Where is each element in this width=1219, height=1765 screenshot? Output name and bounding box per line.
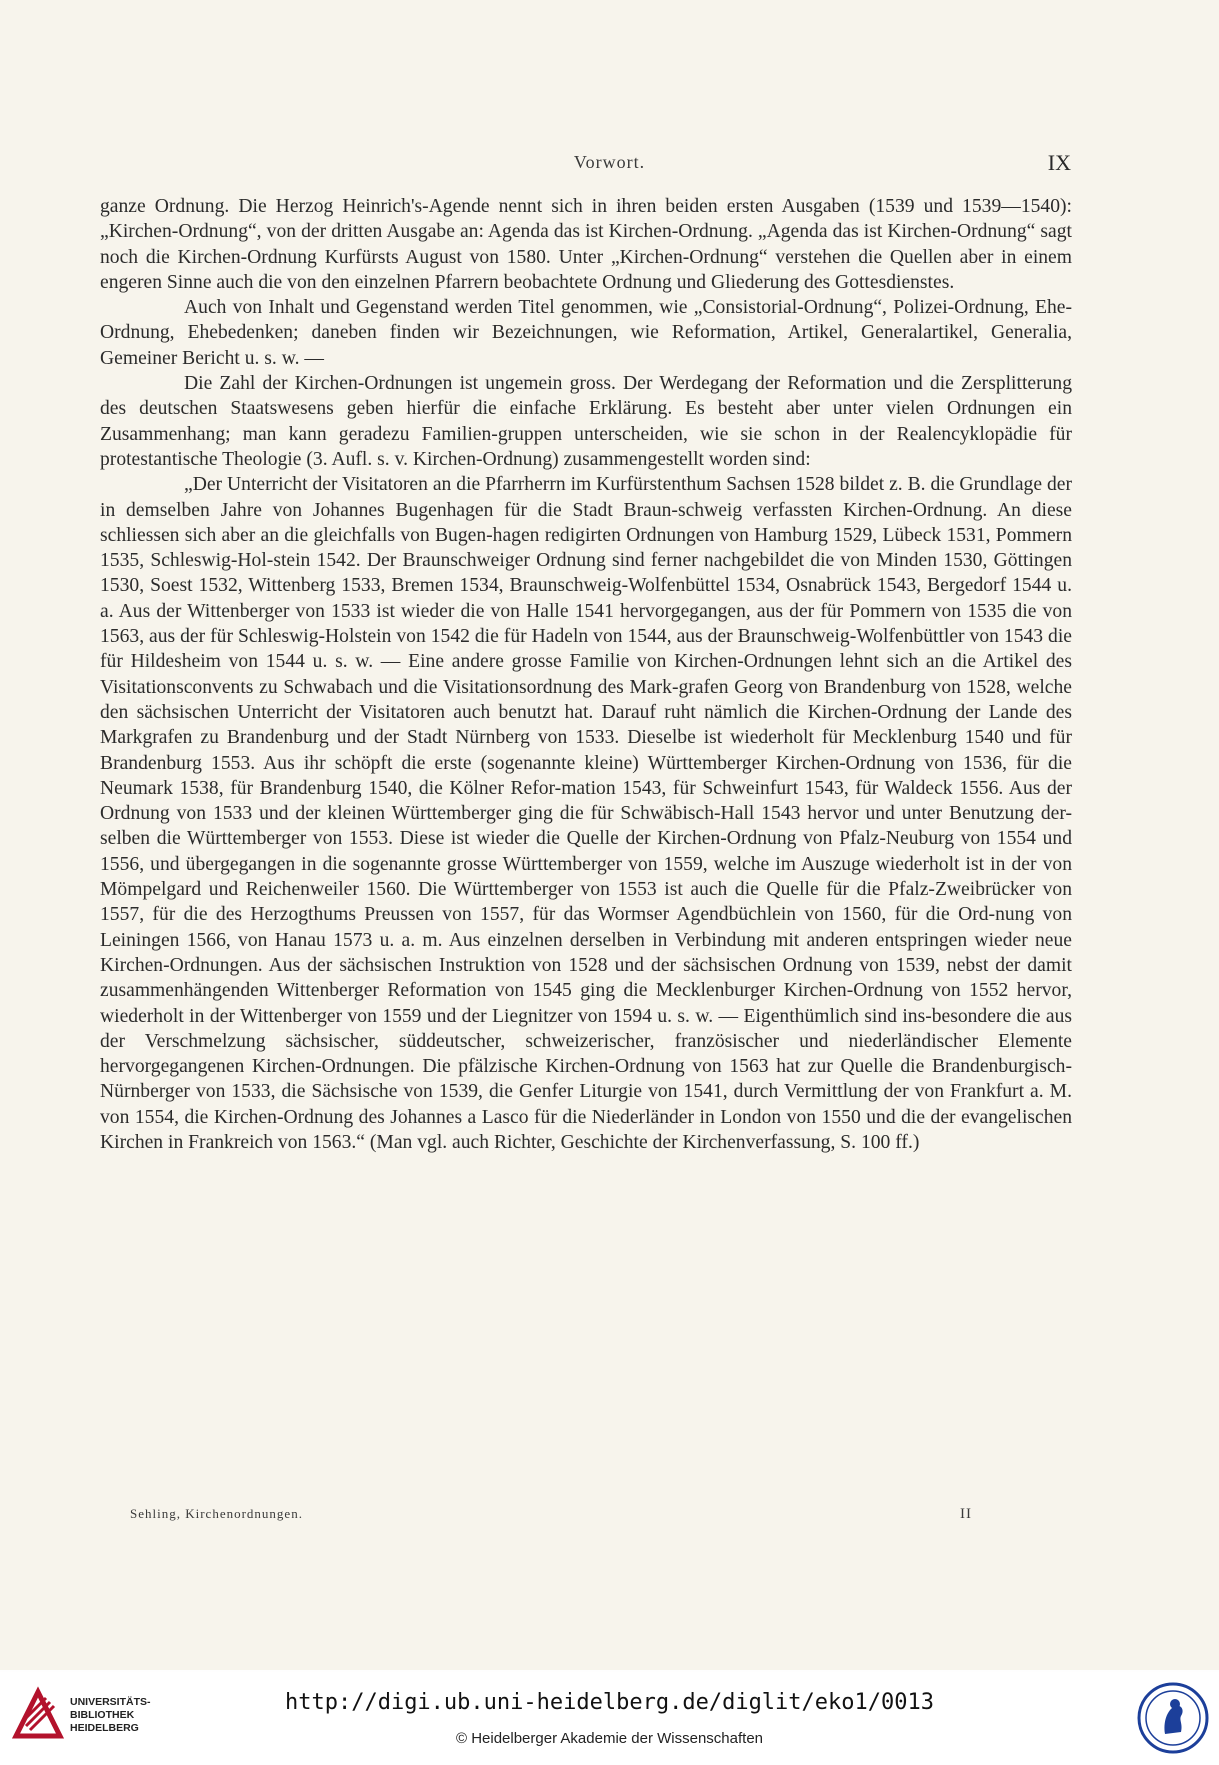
page-number: IX [1047, 150, 1071, 175]
permalink-url[interactable]: http://digi.ub.uni-heidelberg.de/diglit/eko1/0013 [284, 1690, 934, 1715]
paragraph: Die Zahl der Kirchen-Ordnungen ist ungemein gross. Der Werdegang der Reformation und die Zersplitterung des deutschen Staatswesens geben hierfür die einfache Erklärung. Es besteht aber unter vielen Ordnungen ein Zusammenhang; man kann geradezu Familien-gruppen unterscheiden, wie sie schon in der Realencyklopädie für protestantische Theologie (3. Aufl. s. v. Kirchen-Ordnung) zusammengestellt worden sind: [100, 373, 1072, 470]
digitization-bar [0, 1672, 1219, 1765]
paragraph: Auch von Inhalt und Gegenstand werden Titel genommen, wie „Consistorial-Ordnung“, Polizei-Ordnung, Ehe-Ordnung, Ehebedenken; daneben finden wir Bezeichnungen, wie Reformation, Artikel, Generalartikel, Generalia, Gemeiner Bericht u. s. w. — [100, 297, 1072, 369]
library-name-line: HEIDELBERG [70, 1722, 139, 1734]
body-text [100, 194, 1072, 1155]
paragraph: ganze Ordnung. Die Herzog Heinrich's-Agende nennt sich in ihren beiden ersten Ausgaben (1539 und 1539—1540): „Kirchen-Ordnung“, von der dritten Ausgabe an: Agenda das ist Kirchen-Ordnung. „Agenda das ist Kirchen-Ordnung“ sagt noch die Kirchen-Ordnung Kurfürsts August von 1580. Unter „Kirchen-Ordnung“ verstehen die Quellen aber in einem engeren Sinne auch die von den einzelnen Pfarrern beobachtete Ordnung und Gliederung des Gottesdienstes. [100, 196, 1072, 293]
copyright-notice: © Heidelberger Akademie der Wissenschaften [455, 1730, 764, 1747]
academy-seal-icon[interactable] [1137, 1682, 1209, 1754]
library-name-line: UNIVERSITÄTS- [70, 1696, 151, 1708]
footer-signature: II [960, 1506, 972, 1522]
running-title: Vorwort. [573, 152, 646, 172]
library-name-line: BIBLIOTHEK [70, 1709, 135, 1721]
paragraph: „Der Unterricht der Visitatoren an die Pfarrherrn im Kurfürstenthum Sachsen 1528 bildet z. B. die Grundlage der in demselben Jahre von Johannes Bugenhagen für die Stadt Braun-schweig verfassten Kirchen-Ordnung. An diese schliessen sich aber an die gleichfalls von Bugen-hagen redigirten Ordnungen von Hamburg 1529, Lübeck 1531, Pommern 1535, Schleswig-Hol-stein 1542. Der Braunschweiger Ordnung sind ferner nachgebildet die von Minden 1530, Göttingen 1530, Soest 1532, Wittenberg 1533, Bremen 1534, Braunschweig-Wolfenbüttel 1534, Osnabrück 1543, Bergedorf 1544 u. a. Aus der Wittenberger von 1533 ist wieder die von Halle 1541 hervorgegangen, aus der für Pommern von 1535 die von 1563, aus der für Schleswig-Holstein von 1542 die für Hadeln von 1544, aus der Braunschweig-Wolfenbüttler von 1543 die für Hildesheim von 1544 u. s. w. — Eine andere grosse Familie von Kirchen-Ordnungen lehnt sich an die Artikel des Visitationsconvents zu Schwabach und die Visitationsordnung des Mark-grafen Georg von Brandenburg von 1528, welche den sächsischen Unterricht der Visitatoren auch benutzt hat. Darauf ruht nämlich die Kirchen-Ordnung der Lande des Markgrafen zu Brandenburg und der Stadt Nürnberg von 1533. Dieselbe ist wiederholt für Mecklenburg 1540 und für Brandenburg 1553. Aus ihr schöpft die erste (sogenannte kleine) Württemberger Kirchen-Ordnung von 1536, für die Neumark 1538, für Brandenburg 1540, die Kölner Refor-mation 1543, für Schweinfurt 1543, für Waldeck 1556. Aus der Ordnung von 1533 und der kleinen Württemberger ging die für Schwäbisch-Hall 1543 hervor und unter Benutzung der-selben die Württemberger von 1553. Diese ist wieder die Quelle der Kirchen-Ordnung von Pfalz-Neuburg von 1554 und 1556, und übergegangen in die sogenannte grosse Württemberger von 1559, welche im Auszuge wiederholt ist in der von Mömpelgard und Reichenweiler 1560. Die Württemberger von 1553 ist auch die Quelle für die Pfalz-Zweibrücker von 1557, für die des Herzogthums Preussen von 1557, für das Wormser Agendbüchlein von 1560, für die Ord-nung von Leiningen 1566, von Hanau 1573 u. a. m. Aus einzelnen derselben in Verbindung mit anderen entspringen wieder neue Kirchen-Ordnungen. Aus der sächsischen Instruktion von 1528 und der sächsischen Ordnung von 1539, nebst der damit zusammenhängenden Wittenberger Reformation von 1545 ging die Mecklenburger Kirchen-Ordnung von 1552 hervor, wiederholt in der Wittenberger von 1559 und der Liegnitzer von 1594 u. s. w. — Eigenthümlich sind ins-besondere die aus der Verschmelzung sächsischer, süddeutscher, schweizerischer, französischer und niederländischer Elemente hervorgegangenen Kirchen-Ordnungen. Die pfälzische Kirchen-Ordnung von 1563 hat zur Quelle die Brandenburgisch-Nürnberger von 1533, die Sächsische von 1539, die Genfer Liturgie von 1541, durch Vermittlung der von Frankfurt a. M. von 1554, die Kirchen-Ordnung des Johannes a Lasco für die Niederländer in London von 1550 und die der evangelischen Kirchen in Frankreich von 1563.“ (Man vgl. auch Richter, Geschichte der Kirchenverfassung, S. 100 ff.) [100, 474, 1072, 1153]
running-head [0, 148, 1219, 182]
page-footer [130, 1506, 972, 1528]
footer-author-title: Sehling, Kirchenordnungen. [130, 1506, 303, 1521]
